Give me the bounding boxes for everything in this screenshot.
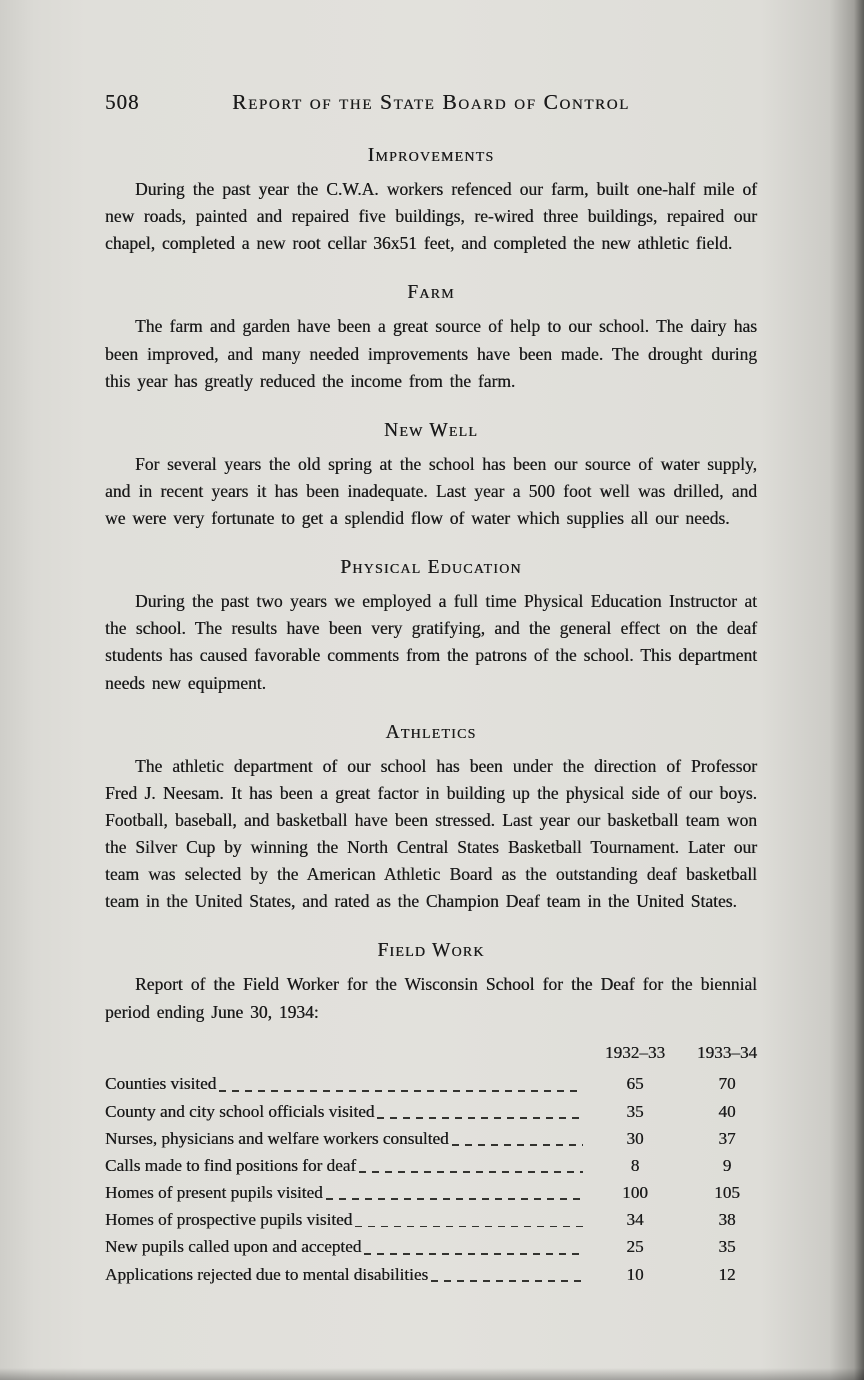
value-1933-34: 9 [722, 1155, 732, 1175]
value-1933-34: 37 [718, 1128, 736, 1148]
section-physical-education [105, 557, 757, 697]
table-row [105, 1233, 773, 1260]
row-label: Applications rejected due to mental disabilities [105, 1264, 429, 1284]
field-work-heading: Field Work [377, 940, 485, 962]
value-1932-33: 34 [626, 1210, 644, 1230]
table-row [105, 1125, 773, 1152]
dotted-leader [364, 1233, 583, 1260]
dotted-leader [355, 1206, 583, 1233]
farm-paragraph: The farm and garden have been a great source of help to our school. The dairy has been improved, and many needed improvements have been made. The drought during this year has greatly reduced the income from the farm. [105, 316, 757, 391]
new-well-paragraph: For several years the old spring at the school has been our source of water supply, and in recent years it has been inadequate. Last year a 500 foot well was drilled, and we were very fortunate to get a splendid flow of water which supplies all our needs. [105, 453, 757, 528]
value-1932-33: 30 [626, 1128, 644, 1148]
page-number: 508 [105, 90, 140, 114]
value-1932-33: 25 [626, 1237, 644, 1257]
row-label: Homes of present pupils visited [105, 1183, 323, 1203]
section-athletics [105, 722, 757, 916]
value-1933-34: 105 [714, 1183, 740, 1203]
column-header-1932-33: 1932–33 [604, 1042, 666, 1062]
farm-heading: Farm [407, 282, 455, 304]
dotted-leader [431, 1261, 583, 1288]
dotted-leader [359, 1152, 583, 1179]
field-work-intro: Report of the Field Worker for the Wisconsin School for the Deaf for the biennial period ending June 30, 1934: [105, 974, 757, 1022]
row-label: New pupils called upon and accepted [105, 1237, 362, 1257]
running-head [105, 90, 757, 120]
dotted-leader [452, 1125, 583, 1152]
table-header-row [105, 1040, 773, 1066]
table-row [105, 1070, 773, 1097]
row-label: Counties visited [105, 1074, 217, 1094]
new-well-heading: New Well [383, 419, 479, 441]
value-1932-33: 8 [630, 1155, 640, 1175]
row-label: Calls made to find positions for deaf [105, 1155, 357, 1175]
field-work-table [105, 1040, 773, 1288]
value-1933-34: 38 [718, 1210, 736, 1230]
value-1932-33: 65 [626, 1074, 644, 1094]
table-row [105, 1206, 773, 1233]
value-1932-33: 10 [626, 1264, 644, 1284]
section-new-well [105, 420, 757, 532]
value-1932-33: 100 [622, 1183, 648, 1203]
physical-education-heading: Physical Education [340, 557, 522, 579]
physical-education-paragraph: During the past two years we employed a full time Physical Education Instructor at the school. The results have been very gratifying, and the general effect on the deaf students has caused favorable comments from the patrons of the school. This department needs new equipment. [105, 591, 757, 693]
improvements-paragraph: During the past year the C.W.A. workers refenced our farm, built one-half mile of new roads, painted and repaired five buildings, re-wired three buildings, repaired our chapel, completed a new root cellar 36x51 feet, and completed the new athletic field. [105, 179, 757, 254]
athletics-paragraph: The athletic department of our school has been under the direction of Professor Fred J. Neesam. It has been a great factor in building up the physical side of our boys. Football, baseball, and basketball have been stressed. Last year our basketball team won the Silver Cup by winning the North Central States Basketball Tournament. Later our team was selected by the American Athletic Board as the outstanding deaf basketball team in the United States, and rated as the Champion Deaf team in the United States. [105, 755, 757, 912]
value-1933-34: 35 [718, 1237, 736, 1257]
section-field-work [105, 940, 757, 1287]
value-1933-34: 40 [718, 1101, 736, 1121]
improvements-heading: Improvements [367, 145, 495, 166]
dotted-leader [377, 1098, 583, 1125]
page-content [105, 90, 757, 1288]
athletics-heading: Athletics [385, 721, 477, 743]
dotted-leader [326, 1179, 583, 1206]
row-label: County and city school officials visited [105, 1101, 375, 1121]
table-row [105, 1098, 773, 1125]
column-header-1933-34: 1933–34 [696, 1042, 758, 1062]
value-1933-34: 70 [718, 1074, 736, 1094]
table-row [105, 1179, 773, 1206]
running-title: Report of the State Board of Control [232, 90, 630, 114]
dotted-leader [219, 1070, 583, 1097]
section-improvements [105, 145, 757, 257]
section-farm [105, 282, 757, 394]
value-1933-34: 12 [718, 1264, 736, 1284]
table-row [105, 1152, 773, 1179]
value-1932-33: 35 [626, 1101, 644, 1121]
row-label: Nurses, physicians and welfare workers consulted [105, 1128, 449, 1148]
row-label: Homes of prospective pupils visited [105, 1210, 353, 1230]
table-row [105, 1261, 773, 1288]
